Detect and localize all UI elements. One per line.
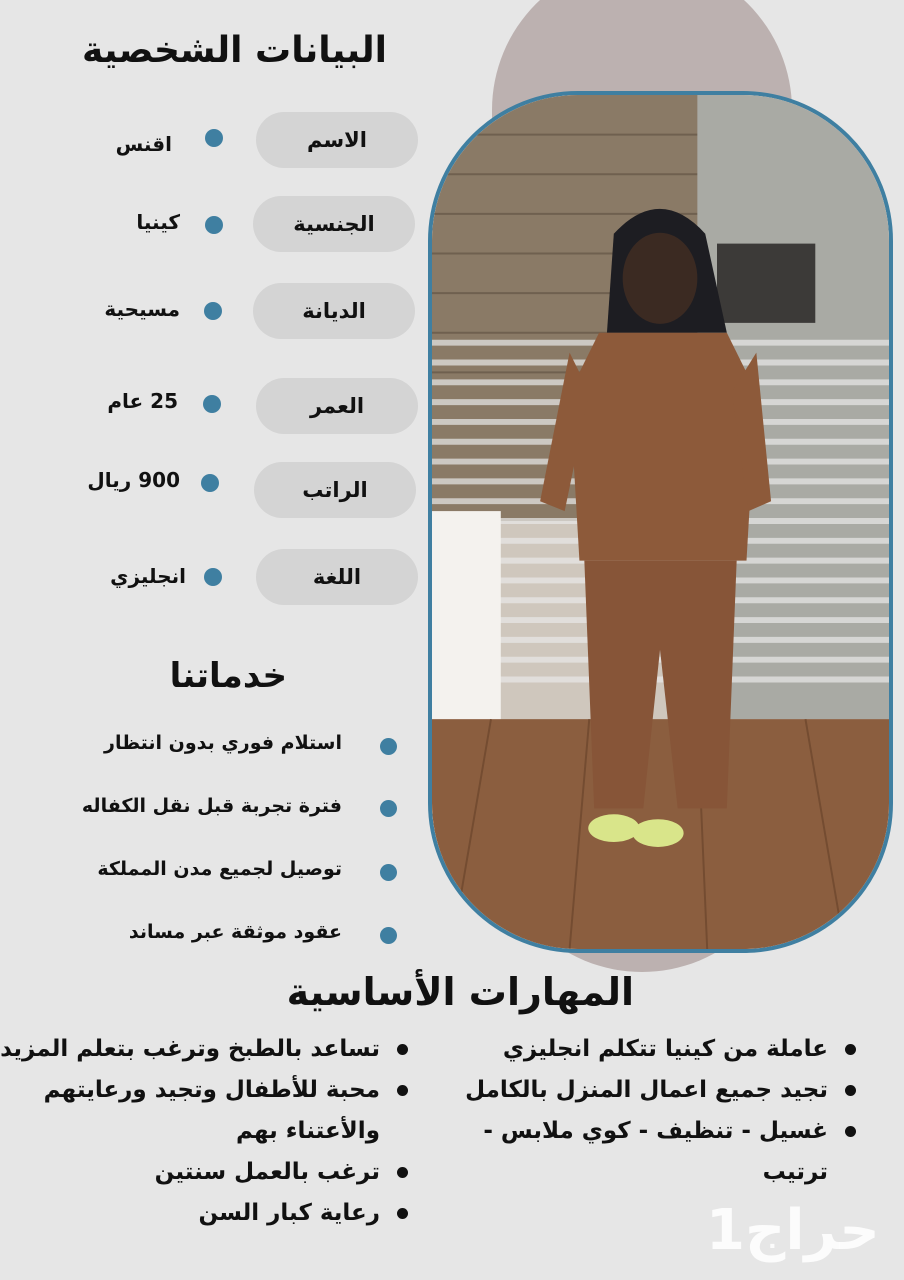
bullet-dot: [380, 800, 397, 817]
service-item: استلام فوري بدون انتظار: [104, 732, 342, 754]
watermark-logo: حراج1: [706, 1198, 880, 1263]
skills-title: المهارات الأساسية: [286, 970, 634, 1014]
label-salary: الراتب: [254, 462, 416, 518]
bullet-dot: [205, 216, 223, 234]
bullet-dot: [380, 927, 397, 944]
skill-item: غسيل - تنظيف - كوي ملابس -: [464, 1111, 864, 1152]
value-salary: 900 ريال: [87, 468, 180, 492]
skill-item: محبة للأطفال وتجيد ورعايتهم: [0, 1070, 416, 1111]
personal-data-title: البيانات الشخصية: [82, 30, 387, 71]
bullet-dot: [380, 738, 397, 755]
worker-photo: [428, 91, 893, 953]
bullet-dot: [204, 302, 222, 320]
skill-item: ترغب بالعمل سنتين: [0, 1152, 416, 1193]
label-nationality: الجنسية: [253, 196, 415, 252]
worker-photo-illustration: [432, 95, 889, 949]
label-language: اللغة: [256, 549, 418, 605]
bullet-dot: [201, 474, 219, 492]
skill-item-continuation: والأعتناء بهم: [235, 1118, 380, 1144]
skill-item: عاملة من كينيا تتكلم انجليزي: [464, 1029, 864, 1070]
skill-item-continuation: ترتيب: [762, 1159, 828, 1185]
value-language: انجليزي: [110, 564, 186, 588]
value-religion: مسيحية: [104, 297, 180, 321]
bullet-dot: [205, 129, 223, 147]
value-name: اقنس: [115, 132, 172, 156]
label-age: العمر: [256, 378, 418, 434]
label-religion: الديانة: [253, 283, 415, 339]
skills-list-left: [0, 1029, 416, 1234]
value-nationality: كينيا: [136, 210, 180, 234]
bullet-dot: [204, 568, 222, 586]
service-item: فترة تجربة قبل نقل الكفاله: [81, 795, 342, 817]
skill-item: تساعد بالطبخ وترغب بتعلم المزيد: [0, 1029, 416, 1070]
bullet-dot: [380, 864, 397, 881]
skill-item: تجيد جميع اعمال المنزل بالكامل: [464, 1070, 864, 1111]
service-item: عقود موثقة عبر مساند: [128, 921, 342, 943]
service-item: توصيل لجميع مدن المملكة: [97, 858, 342, 880]
label-name: الاسم: [256, 112, 418, 168]
skill-item: رعاية كبار السن: [0, 1193, 416, 1234]
services-title: خدماتنا: [169, 656, 287, 696]
bullet-dot: [203, 395, 221, 413]
value-age: 25 عام: [107, 389, 178, 413]
skills-list-right: [464, 1029, 864, 1193]
